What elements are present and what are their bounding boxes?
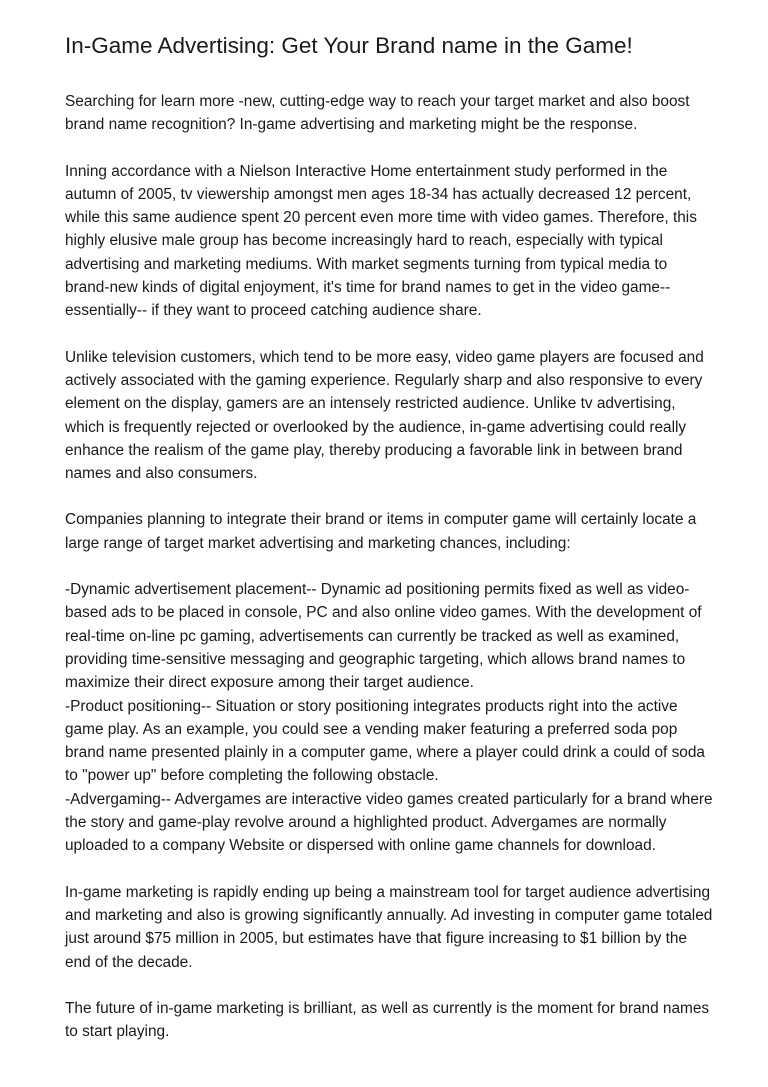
document-page xyxy=(65,30,715,1043)
list-item-dynamic-placement: -Dynamic advertisement placement-- Dynamic ad positioning permits fixed as well as video-based ads to be placed in console, PC and also online video games. With the development of real-time on-line pc gaming, advertisements can currently be tracked as well as examined, providing time-sensitive messaging and geographic targeting, which allows brand names to maximize their direct exposure among their target audience. xyxy=(65,581,702,692)
paragraph-opportunities: Companies planning to integrate their brand or items in computer game will certainly locate a large range of target market advertising and marketing chances, including: xyxy=(65,511,697,552)
opportunities-list xyxy=(65,578,715,858)
paragraph-future: The future of in-game marketing is brilliant, as well as currently is the moment for brand names to start playing. xyxy=(65,999,710,1041)
paragraph-gamers-engaged: Unlike television customers, which tend to be more easy, video game players are focused and actively associated with the gaming experience. Regularly sharp and also responsive to every element on the display, gamers are an intensely restricted audience. Unlike tv advertising, which is frequently rejected or overlooked by the audience, in-game advertising could really enhance the realism of the game play, thereby producing a favorable link in between brand names and also consumers. xyxy=(65,348,704,483)
paragraph-nielson-study: Inning accordance with a Nielson Interactive Home entertainment study performed in the autumn of 2005, tv viewership amongst men ages 18-34 has actually decreased 12 percent, while this same audience spent 20 percent even more time with video games. Therefore, this highly elusive male group has become increasingly hard to reach, especially with typical advertising and marketing mediums. With market segments turning from typical media to brand-new kinds of digital enjoyment, it's time for brand names to get in the video game-- essentially-- if they want to proceed catching audience share. xyxy=(65,162,697,320)
document-title: In-Game Advertising: Get Your Brand name in the Game! xyxy=(65,33,633,58)
list-item-advergaming: -Advergaming-- Advergames are interactive video games created particularly for a brand where the story and game-play revolve around a highlighted product. Advergames are normally uploaded to a company Website or dispersed with online game channels for download. xyxy=(65,790,713,855)
paragraph-intro: Searching for learn more -new, cutting-edge way to reach your target market and also boost brand name recognition? In-game advertising and marketing might be the response. xyxy=(65,93,690,134)
paragraph-market-growth: In-game marketing is rapidly ending up being a mainstream tool for target audience advertising and marketing and also is growing significantly annually. Ad investing in computer game totaled just around $75 million in 2005, but estimates have that figure increasing to $1 billion by the end of the decade. xyxy=(65,883,713,971)
list-item-product-positioning: -Product positioning-- Situation or story positioning integrates products right into the active game play. As an example, you could see a vending maker featuring a preferred soda pop brand name presented plainly in a computer game, where a player could drink a could of soda to "power up" before completing the following obstacle. xyxy=(65,697,705,785)
